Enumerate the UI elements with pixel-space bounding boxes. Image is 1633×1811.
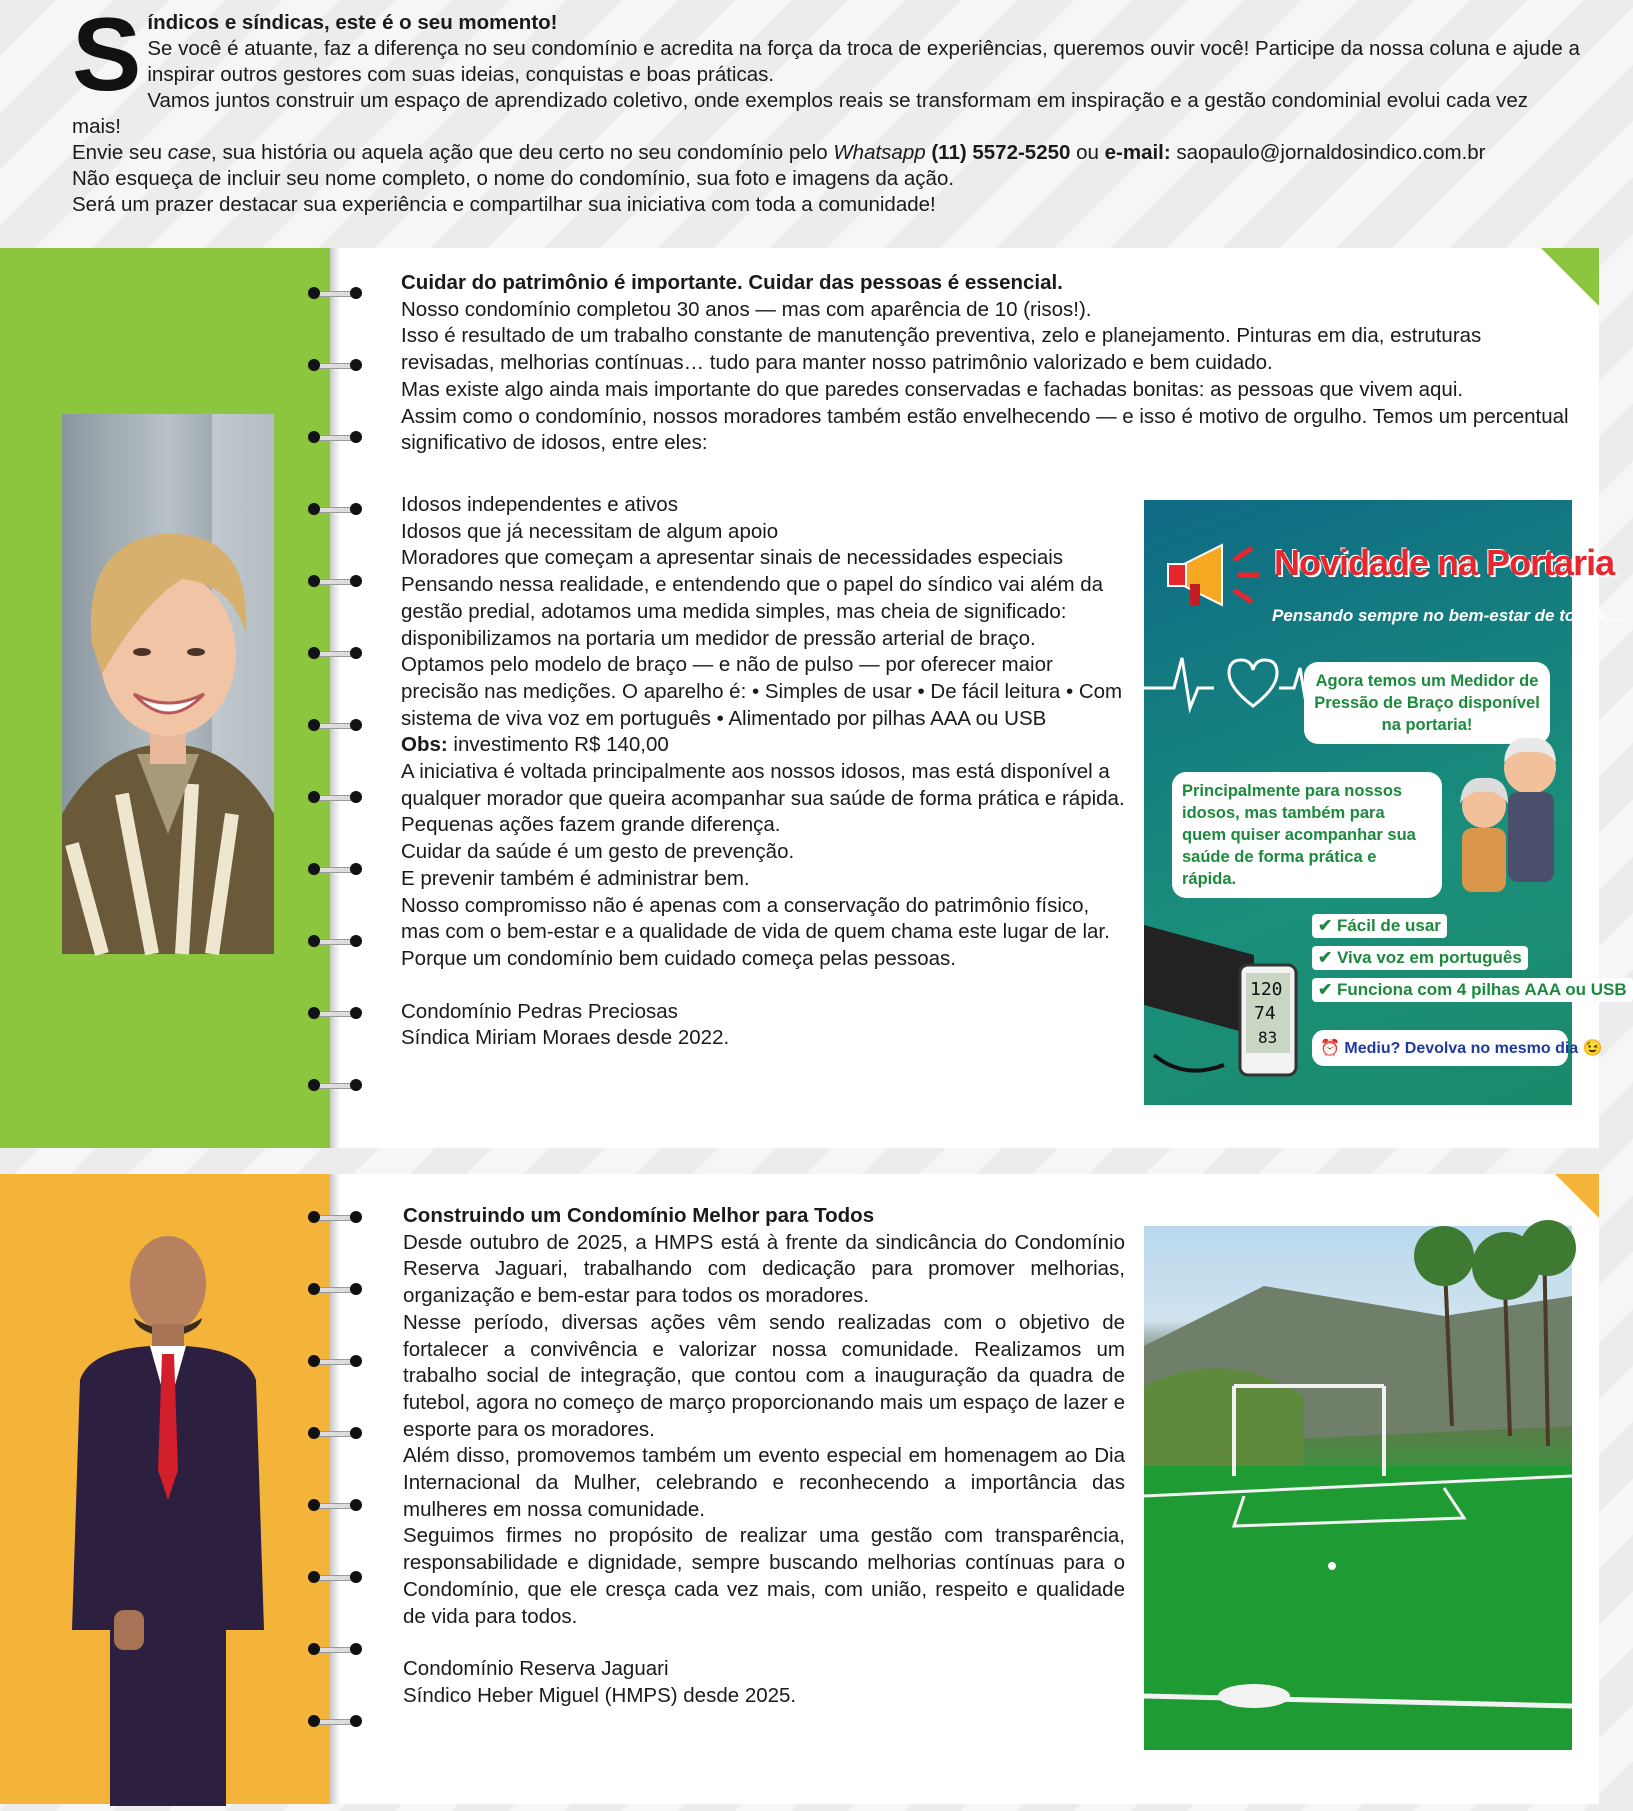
article-1-paragraph: Mas existe algo ainda mais importante do que paredes conservadas e fachadas bonitas: as pessoas que vivem aqui. <box>401 377 1464 401</box>
article-1-continued <box>401 492 1131 1052</box>
article-1-paragraph: Optamos pelo modelo de braço — e não de pulso — por oferecer maior precisão nas medições. O aparelho é: • Simples de usar • De fácil leitura • Com sistema de viva voz em português • Alimentado por pilhas AAA ou USB <box>401 653 1123 730</box>
poster-title: Novidade na Portaria <box>1274 542 1615 583</box>
novidade-poster <box>1144 500 1630 1105</box>
article-2-paragraph: Desde outubro de 2025, a HMPS está à frente da sindicância do Condomínio Reserva Jaguari, trabalhando com dedicação para promover melhorias, organização e bem-estar para todos os moradores. <box>403 1230 1125 1308</box>
bp-reading-3: 83 <box>1258 1028 1278 1047</box>
poster-footer: ⏰ Mediu? Devolva no mesmo dia 😉 <box>1312 1030 1568 1066</box>
poster-box-1: Agora temos um Medidor de Pressão de Braço disponível na portaria! <box>1304 662 1550 744</box>
article-1-paragraph: Nosso condomínio completou 30 anos — mas com aparência de 10 (risos!). <box>401 297 1092 321</box>
poster-check-2: ✔ Viva voz em português <box>1312 946 1528 970</box>
megaphone-icon <box>1162 530 1272 620</box>
article-1-signature-name: Síndica Miriam Moraes desde 2022. <box>401 1026 730 1050</box>
article-1 <box>401 270 1573 457</box>
article-1-paragraph: Pensando nessa realidade, e entendendo que o papel do síndico vai além da gestão predial, adotamos uma medida simples, mas cheia de significado: disponibilizamos na portaria um medidor de pressão arterial de braço. <box>401 573 1104 650</box>
whatsapp-label: Whatsapp <box>833 141 926 164</box>
article-1-title: Cuidar do patrimônio é importante. Cuidar das pessoas é essencial. <box>401 271 1063 294</box>
bp-reading-1: 120 <box>1250 979 1283 1000</box>
list-item: Moradores que começam a apresentar sinais de necessidades especiais <box>401 546 1064 570</box>
blood-pressure-monitor-icon <box>1144 905 1314 1085</box>
obs-line: Obs: investimento R$ 140,00 <box>401 733 669 757</box>
drop-cap: S <box>72 0 142 113</box>
bp-reading-2: 74 <box>1254 1003 1276 1024</box>
intro-section <box>72 0 1582 218</box>
article-2-paragraph: Seguimos firmes no propósito de realizar uma gestão com transparência, responsabilidade e dignidade, sempre buscando melhorias contínuas para o Condomínio, que ele cresça cada vez mais, com união, respeito e qualidade de vida para todos. <box>403 1524 1125 1628</box>
intro-paragraph-4: Não esqueça de incluir seu nome completo, o nome do condomínio, sua foto e imagens da ação. <box>72 167 955 190</box>
intro-paragraph-1: Se você é atuante, faz a diferença no seu condomínio e acredita na força da troca de experiências, queremos ouvir você! Participe da nossa coluna e ajude a inspirar outros gestores com suas ideias, conquistas e boas práticas. <box>147 37 1580 86</box>
sindica-photo <box>62 414 274 954</box>
list-item: Idosos independentes e ativos <box>401 493 678 516</box>
list-item: Idosos que já necessitam de algum apoio <box>401 519 779 543</box>
article-2 <box>403 1203 1125 1710</box>
article-1-paragraph: Cuidar da saúde é um gesto de prevenção. <box>401 840 795 864</box>
football-field-photo <box>1144 1226 1572 1750</box>
intro-paragraph-3: Envie seu case, sua história ou aquela ação que deu certo no seu condomínio pelo Whatsapp (11) 5572-5250 ou e-mail: saopaulo@jornaldosindico.com.br <box>72 141 1486 164</box>
elderly-couple-icon <box>1450 728 1570 908</box>
article-1-paragraph: Porque um condomínio bem cuidado começa pelas pessoas. <box>401 946 956 970</box>
poster-check-3: ✔ Funciona com 4 pilhas AAA ou USB <box>1312 978 1633 1002</box>
article-2-paragraph: Nesse período, diversas ações vêm sendo realizadas com o objetivo de fortalecer a convivência e valorizar nossa comunidade. Realizamos um trabalho social de integração, que contou com a inauguração da quadra de futebol, agora no começo de março proporcionando mais um espaço de lazer e esporte para os moradores. <box>403 1310 1125 1441</box>
article-1-paragraph: E prevenir também é administrar bem. <box>401 866 750 890</box>
sindico-photo <box>50 1210 280 1806</box>
poster-box-2: Principalmente para nossos idosos, mas também para quem quiser acompanhar sua saúde de forma prática e rápida. <box>1172 772 1442 898</box>
article-2-signature-name: Síndico Heber Miguel (HMPS) desde 2025. <box>403 1683 797 1707</box>
article-2-title: Construindo um Condomínio Melhor para Todos <box>403 1204 875 1227</box>
article-1-paragraph: Pequenas ações fazem grande diferença. <box>401 813 781 837</box>
intro-paragraph-5: Será um prazer destacar sua experiência e compartilhar sua iniciativa com toda a comunidade! <box>72 193 936 216</box>
intro-paragraph-2: Vamos juntos construir um espaço de aprendizado coletivo, onde exemplos reais se transformam em inspiração e a gestão condominial evolui cada vez mais! <box>72 89 1529 138</box>
article-1-paragraph: Nosso compromisso não é apenas com a conservação do patrimônio físico, mas com o bem-estar e a qualidade de vida de quem chama este lugar de lar. <box>401 893 1110 944</box>
phone-number: (11) 5572-5250 <box>931 141 1071 164</box>
poster-subtitle: Pensando sempre no bem-estar de todos..... <box>1272 606 1630 625</box>
article-1-signature-condo: Condomínio Pedras Preciosas <box>401 999 678 1023</box>
article-1-paragraph: Assim como o condomínio, nossos moradores também estão envelhecendo — e isso é motivo de orgulho. Temos um percentual significativo de idosos, entre eles: <box>401 404 1569 455</box>
intro-headline: índicos e síndicas, este é o seu momento! <box>147 11 558 34</box>
poster-check-1: ✔ Fácil de usar <box>1312 914 1447 938</box>
heartbeat-icon <box>1144 648 1314 718</box>
page-corner <box>1555 1174 1599 1218</box>
email-address: saopaulo@jornaldosindico.com.br <box>1176 141 1486 164</box>
article-1-paragraph: A iniciativa é voltada principalmente aos nossos idosos, mas está disponível a qualquer morador que queira acompanhar sua saúde de forma prática e rápida. <box>401 760 1125 810</box>
article-2-signature-condo: Condomínio Reserva Jaguari <box>403 1657 669 1681</box>
article-2-paragraph: Além disso, promovemos também um evento especial em homenagem ao Dia Internacional da Mulher, celebrando e reconhecendo a importância das mulheres em nossa comunidade. <box>403 1444 1125 1521</box>
article-1-paragraph: Isso é resultado de um trabalho constante de manutenção preventiva, zelo e planejamento. Pinturas em dia, estruturas revisadas, melhorias contínuas… tudo para manter nosso patrimônio valorizado e bem cuidado. <box>401 324 1482 375</box>
